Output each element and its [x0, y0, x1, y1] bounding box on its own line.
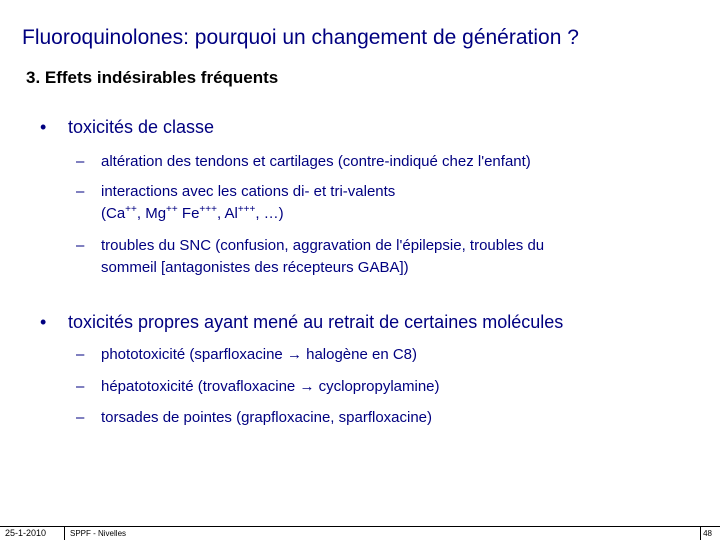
footer-date: 25-1-2010 — [5, 528, 47, 538]
dash-marker: – — [76, 378, 85, 395]
subitem-text: altération des tendons et cartilages (contre-indiqué chez l'enfant) — [101, 153, 531, 170]
ion-fe: Fe — [177, 205, 200, 222]
ion-charge: ++ — [125, 204, 137, 215]
subitem-cations — [76, 181, 395, 225]
subitem-text-line1: interactions avec les cations di- et tri-valents — [101, 183, 396, 200]
ion-charge: ++ — [166, 204, 178, 215]
text-after: halogène en C8) — [301, 346, 418, 363]
bullet-marker: • — [40, 312, 47, 332]
text-before: hépatotoxicité (trovafloxacine — [101, 378, 300, 395]
subitem-text-line2 — [101, 203, 395, 225]
ion-al: , Al — [216, 205, 238, 222]
text-after: cyclopropylamine) — [314, 378, 440, 395]
bullet-class-toxicities — [40, 117, 214, 138]
footer-divider-tick — [700, 526, 701, 540]
subitem-tendons — [76, 151, 531, 173]
dash-marker: – — [76, 346, 85, 363]
dash-marker: – — [76, 237, 85, 254]
bullet-marker: • — [40, 117, 47, 137]
footer-divider — [0, 526, 720, 527]
subitem-phototoxicity — [76, 344, 417, 366]
slide-subtitle: 3. Effets indésirables fréquents — [26, 68, 279, 87]
dash-marker: – — [76, 409, 85, 426]
ion-charge: +++ — [237, 204, 256, 215]
subitem-hepatotoxicity — [76, 376, 440, 398]
subitem-text-line1: troubles du SNC (confusion, aggravation de l'épilepsie, troubles du — [101, 237, 545, 254]
dash-marker: – — [76, 153, 85, 170]
ion-tail: , …) — [255, 205, 284, 222]
subitem-snc — [76, 235, 544, 279]
subitem-torsades — [76, 407, 432, 429]
footer-source: SPPF - Nivelles — [70, 529, 127, 538]
ion-mg: , Mg — [136, 205, 167, 222]
right-arrow-icon: → — [299, 378, 315, 395]
ion-charge: +++ — [199, 204, 217, 215]
subitem-text — [101, 344, 417, 366]
bullet-specific-toxicities — [40, 312, 563, 333]
right-arrow-icon: → — [286, 346, 302, 363]
slide-title: Fluoroquinolones: pourquoi un changement de génération ? — [22, 26, 579, 49]
footer-divider-tick — [64, 526, 65, 540]
subitem-text — [101, 376, 440, 398]
text-before: phototoxicité (sparfloxacine — [101, 346, 287, 363]
ion-ca: (Ca — [101, 205, 126, 222]
subitem-text-line2: sommeil [antagonistes des récepteurs GABA]) — [101, 259, 409, 276]
dash-marker: – — [76, 183, 85, 200]
subitem-text: torsades de pointes (grapfloxacine, sparfloxacine) — [101, 409, 433, 426]
bullet-text: toxicités propres ayant mené au retrait de certaines molécules — [68, 312, 564, 332]
page-number: 48 — [703, 529, 712, 538]
bullet-text: toxicités de classe — [68, 117, 215, 137]
